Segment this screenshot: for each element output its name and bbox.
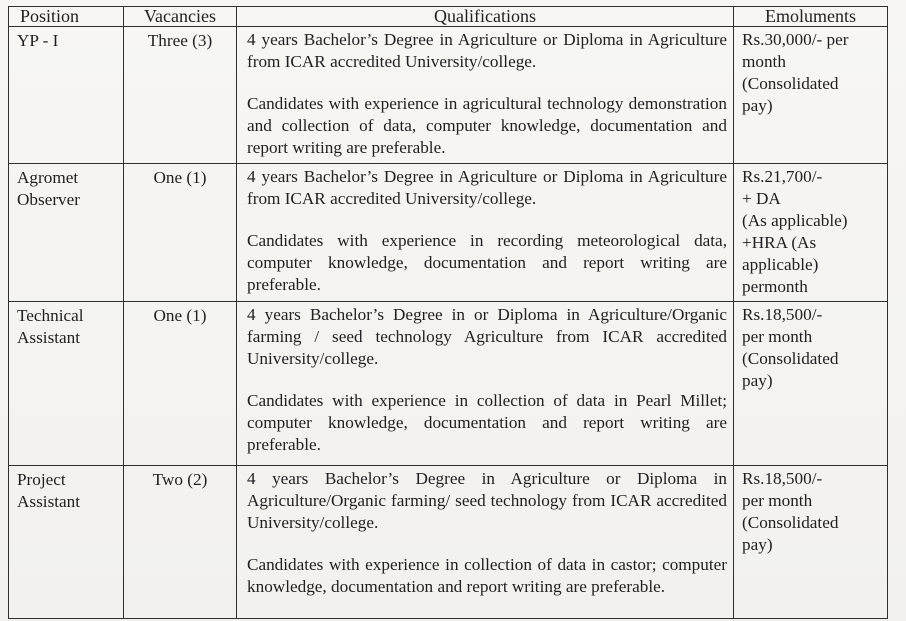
position-cell: Agromet Observer (9, 164, 124, 302)
qualifications-cell (237, 466, 734, 619)
table-row (9, 466, 888, 619)
qualification-experience: Candidates with experience in collection of data in Pearl Millet; computer knowledge, documentation and report writing are preferable. (247, 391, 727, 454)
qualification-degree: 4 years Bachelor’s Degree in or Diploma in Agriculture/Organic farming / seed technology Agriculture from ICAR accredited University/college. (247, 305, 727, 368)
header-emoluments: Emoluments (734, 7, 888, 27)
table-row (9, 302, 888, 466)
qualification-experience: Candidates with experience in agricultural technology demonstration and collection of data, computer knowledge, documentation and report writing are preferable. (247, 94, 727, 157)
vacancy-table (8, 6, 888, 619)
qualifications-cell (237, 302, 734, 466)
table-row (9, 164, 888, 302)
emoluments-text: Rs.18,500/- per month (Consolidated pay) (742, 469, 839, 554)
position-cell: Technical Assistant (9, 302, 124, 466)
qualification-experience: Candidates with experience in recording meteorological data, computer knowledge, documentation and report writing are preferable. (247, 231, 727, 294)
emoluments-cell (734, 27, 888, 164)
emoluments-text: Rs.30,000/- per month (Consolidated pay) (742, 30, 849, 115)
header-vacancies: Vacancies (124, 7, 237, 27)
vacancies-cell: Two (2) (124, 466, 237, 619)
qualification-degree: 4 years Bachelor’s Degree in Agriculture or Diploma in Agriculture from ICAR accredited University/college. (247, 30, 727, 71)
qualifications-cell (237, 27, 734, 164)
vacancies-cell: Three (3) (124, 27, 237, 164)
qualifications-cell (237, 164, 734, 302)
vacancies-cell: One (1) (124, 164, 237, 302)
position-cell: Project Assistant (9, 466, 124, 619)
header-position: Position (9, 7, 124, 27)
header-qualifications: Qualifications (237, 7, 734, 27)
emoluments-cell (734, 466, 888, 619)
table-header-row (9, 7, 888, 27)
emoluments-text: Rs.21,700/- + DA (As applicable) +HRA (As applicable) permonth (742, 167, 848, 296)
qualification-degree: 4 years Bachelor’s Degree in Agriculture or Diploma in Agriculture/Organic farming/ seed technology from ICAR accredited University/college. (247, 469, 727, 532)
qualification-experience: Candidates with experience in collection of data in castor; computer knowledge, documentation and report writing are preferable. (247, 555, 727, 596)
emoluments-cell (734, 164, 888, 302)
qualification-degree: 4 years Bachelor’s Degree in Agriculture or Diploma in Agriculture from ICAR accredited University/college. (247, 167, 727, 208)
emoluments-text: Rs.18,500/- per month (Consolidated pay) (742, 305, 839, 390)
position-cell: YP - I (9, 27, 124, 164)
vacancies-cell: One (1) (124, 302, 237, 466)
emoluments-cell (734, 302, 888, 466)
table-row (9, 27, 888, 164)
